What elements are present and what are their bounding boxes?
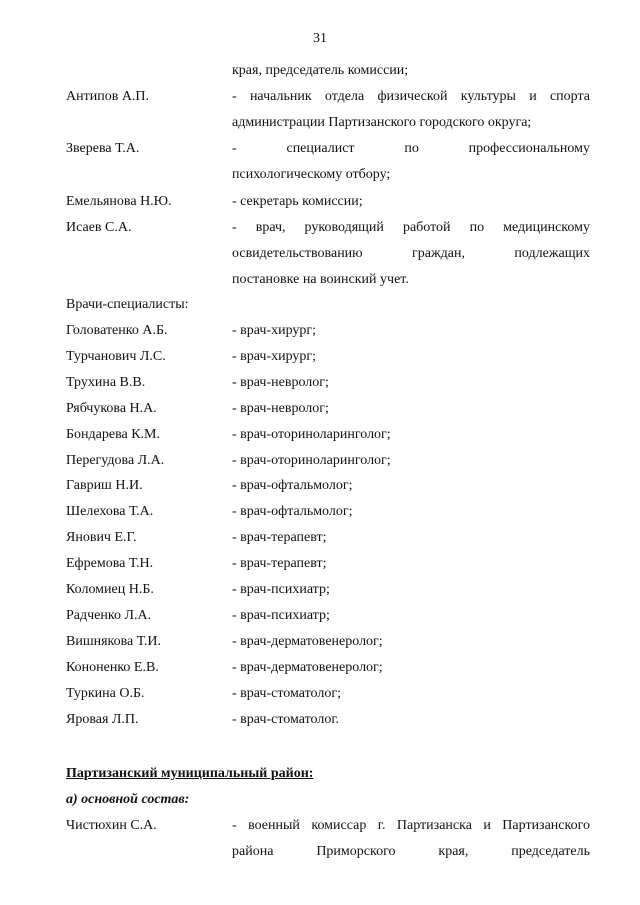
specialist-name: Радченко Л.А. [66, 608, 152, 623]
specialist-role: - врач-психиатр; [232, 582, 330, 597]
specialist-name: Трухина В.В. [66, 375, 146, 390]
specialist-role: - врач-стоматолог; [232, 686, 341, 701]
specialist-role: - врач-психиатр; [232, 608, 330, 623]
member-name: Зверева Т.А. [66, 141, 140, 156]
member-role-line: администрации Партизанского городского округа; [232, 115, 532, 130]
specialist-name: Турчанович Л.С. [66, 349, 166, 364]
member-role-line: - специалист по профессиональному [232, 141, 590, 156]
member-role-line: - начальник отдела физической культуры и спорта [232, 89, 590, 104]
member-role-line: района Приморского края, председатель [232, 844, 590, 859]
member-role-line: - военный комиссар г. Партизанска и Партизанского [232, 818, 590, 833]
district-heading: Партизанский муниципальный район: [66, 766, 314, 781]
member-name: Емельянова Н.Ю. [66, 194, 172, 209]
specialist-name: Вишнякова Т.И. [66, 634, 162, 649]
specialist-name: Перегудова Л.А. [66, 453, 165, 468]
specialist-name: Туркина О.Б. [66, 686, 145, 701]
specialist-name: Рябчукова Н.А. [66, 401, 157, 416]
specialist-name: Кононенко Е.В. [66, 660, 159, 675]
member-name: Антипов А.П. [66, 89, 150, 104]
composition-label: а) основной состав: [66, 792, 190, 807]
specialist-name: Яровая Л.П. [66, 712, 139, 727]
page-number: 31 [313, 31, 327, 46]
specialist-role: - врач-невролог; [232, 401, 329, 416]
specialist-role: - врач-хирург; [232, 323, 317, 338]
specialist-role: - врач-дерматовенеролог; [232, 634, 383, 649]
specialist-name: Коломиец Н.Б. [66, 582, 154, 597]
specialist-name: Шелехова Т.А. [66, 504, 154, 519]
specialist-role: - врач-офтальмолог; [232, 504, 353, 519]
specialist-name: Головатенко А.Б. [66, 323, 168, 338]
specialist-role: - врач-оториноларинголог; [232, 453, 391, 468]
specialist-name: Бондарева К.М. [66, 427, 161, 442]
continuation-text: края, председатель комиссии; [232, 63, 409, 78]
specialist-role: - врач-оториноларинголог; [232, 427, 391, 442]
specialist-role: - врач-терапевт; [232, 556, 327, 571]
specialist-name: Ефремова Т.Н. [66, 556, 154, 571]
member-role-line: - врач, руководящий работой по медицинскому [232, 220, 590, 235]
member-name: Чистюхин С.А. [66, 818, 157, 833]
member-role-line: - секретарь комиссии; [232, 194, 363, 209]
member-role-line: постановке на воинский учет. [232, 272, 409, 287]
specialist-role: - врач-терапевт; [232, 530, 327, 545]
specialist-role: - врач-стоматолог. [232, 712, 340, 727]
specialist-role: - врач-офтальмолог; [232, 478, 353, 493]
member-role-line: психологическому отбору; [232, 167, 391, 182]
specialist-name: Гавриш Н.И. [66, 478, 143, 493]
member-name: Исаев С.А. [66, 220, 132, 235]
specialist-role: - врач-невролог; [232, 375, 329, 390]
specialist-role: - врач-хирург; [232, 349, 317, 364]
specialist-name: Янович Е.Г. [66, 530, 137, 545]
member-role-line: освидетельствованию граждан, подлежащих [232, 246, 590, 261]
specialist-role: - врач-дерматовенеролог; [232, 660, 383, 675]
specialists-label: Врачи-специалисты: [66, 297, 189, 312]
